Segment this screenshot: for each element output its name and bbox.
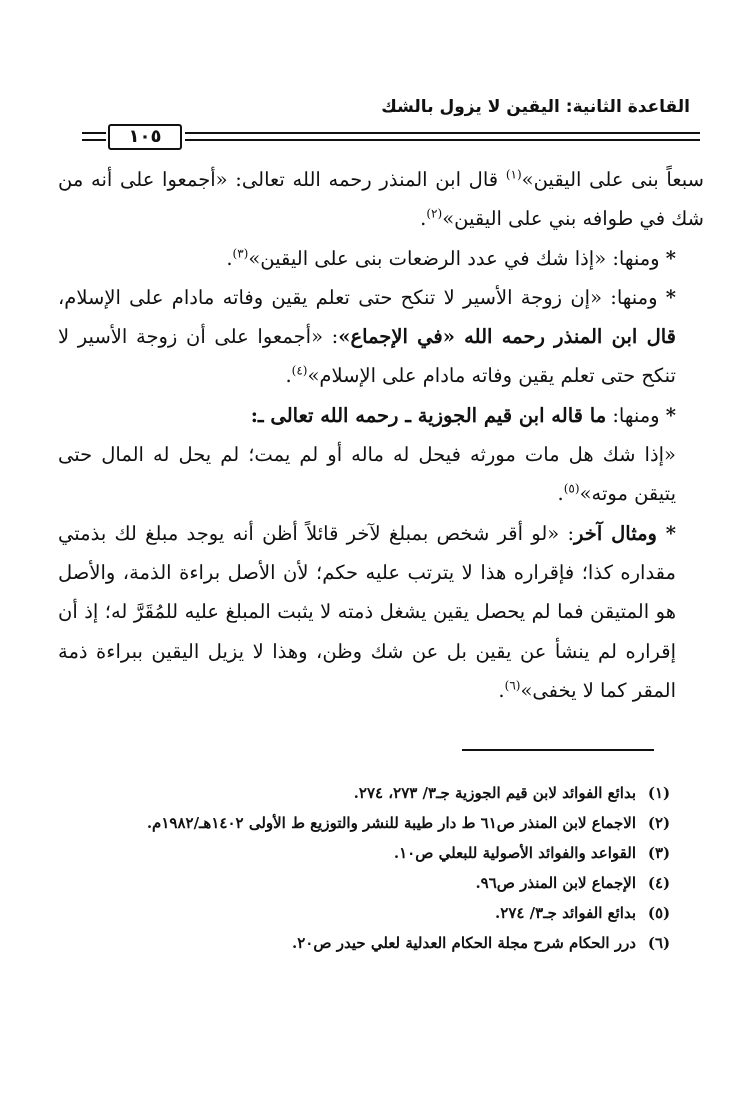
footnote: [58, 868, 682, 898]
footnote-ref: (٢): [426, 206, 443, 221]
text-run: .: [420, 207, 427, 231]
paragraph: [58, 160, 704, 239]
text-run: .: [285, 364, 292, 388]
footnote-text: درر الحكام شرح مجلة الحكام العدلية لعلي حيدر ص٢٠.: [292, 934, 636, 952]
footnote-number: (١): [647, 784, 671, 802]
bullet-asterisk: *: [665, 285, 676, 309]
footnote-number: (٦): [647, 934, 671, 952]
footnote-text: القواعد والفوائد الأصولية للبعلي ص١٠.: [393, 844, 636, 862]
text-run: ومنها: «إذا شك في عدد الرضعات بنى على اليقين»: [248, 246, 666, 270]
footnote-ref: (٣): [232, 246, 249, 261]
header-rule: [80, 124, 700, 154]
paragraph: [58, 435, 704, 514]
footnote-ref: (٤): [291, 363, 308, 378]
footnote-separator: [462, 749, 654, 751]
footnote-ref: (٥): [563, 481, 580, 496]
bullet-asterisk: *: [665, 403, 676, 427]
footnote-number: (٤): [647, 874, 671, 892]
footnote: [58, 898, 682, 928]
footnote: [58, 928, 682, 958]
footnote-text: الاجماع لابن المنذر ص٦١ ط دار طيبة للنشر والتوزيع ط الأولى ١٤٠٢هـ/١٩٨٢م.: [146, 814, 636, 832]
text-run: : «أجمعوا على أن زوجة الأسير لا تنكح حتى تعلم يقين وفاته مادام على الإسلام»: [58, 325, 676, 388]
text-run-bold: قال ابن المنذر رحمه الله «في الإجماع»: [338, 325, 677, 349]
footnote-text: بدائع الفوائد لابن قيم الجوزية جـ٣/ ٢٧٣، ٢٧٤.: [353, 784, 636, 802]
text-run: «إذا شك هل مات مورثه فيحل له ماله أو لم يمت؛ لم يحل له المال حتى يتيقن موته»: [58, 443, 676, 506]
text-run: .: [557, 482, 564, 506]
running-title: القاعدة الثانية: اليقين لا يزول بالشك: [381, 97, 690, 117]
footnote-ref: (٦): [504, 678, 521, 693]
main-text: [58, 160, 704, 710]
footnote-number: (٣): [647, 844, 671, 862]
text-run: سبعاً بنى على اليقين»: [521, 168, 705, 191]
text-run: ومنها: «إن زوجة الأسير لا تنكح حتى تعلم يقين وفاته مادام على الإسلام،: [58, 285, 666, 309]
text-run: ومنها:: [606, 403, 666, 427]
footnote-number: (٢): [647, 814, 671, 832]
footnote-text: بدائع الفوائد جـ٣/ ٢٧٤.: [495, 904, 636, 922]
paragraph: [58, 239, 704, 278]
paragraph: [58, 396, 704, 435]
header-rule-short: [82, 132, 106, 141]
footnote: [58, 838, 682, 868]
footnote-number: (٥): [647, 904, 671, 922]
footnote-ref: (١): [505, 167, 522, 182]
text-run: .: [498, 678, 505, 702]
footnotes: [58, 778, 682, 958]
text-run: .: [226, 246, 233, 270]
text-run-bold: ما قاله ابن قيم الجوزية ـ رحمه الله تعالى ـ:: [250, 403, 607, 427]
text-run: قال ابن المنذر رحمه الله تعالى: «أجمعوا على أنه من شك في طوافه بني على اليقين»: [58, 168, 704, 231]
text-run: : «لو أقر شخص بمبلغ لآخر قائلاً أظن أنه يوجد مبلغ لك بذمتي مقداره كذا؛ فإقراره هذا لا يترتب عليه حكم؛ لأن الأصل براءة الذمة، والأصل هو المتيقن فما لم يحصل يقين يشغل ذمته لا يثبت المبلغ عليه للمُقَرَّ له؛ إذ أن إقراره لم ينشأ عن يقين بل عن شك وظن، وهذا لا يزيل اليقين ببراءة ذمة المقر كما لا يخفى»: [58, 521, 676, 702]
text-run-bold: ومثال آخر: [574, 521, 666, 545]
header-rule-long: [185, 132, 700, 141]
page-number: ١٠٥: [108, 124, 182, 150]
footnote: [58, 808, 682, 838]
bullet-asterisk: *: [665, 521, 676, 545]
footnote-text: الإجماع لابن المنذر ص٩٦.: [475, 874, 636, 892]
paragraph: [58, 278, 704, 396]
paragraph: [58, 514, 704, 710]
bullet-asterisk: *: [665, 246, 676, 270]
footnote: [58, 778, 682, 808]
